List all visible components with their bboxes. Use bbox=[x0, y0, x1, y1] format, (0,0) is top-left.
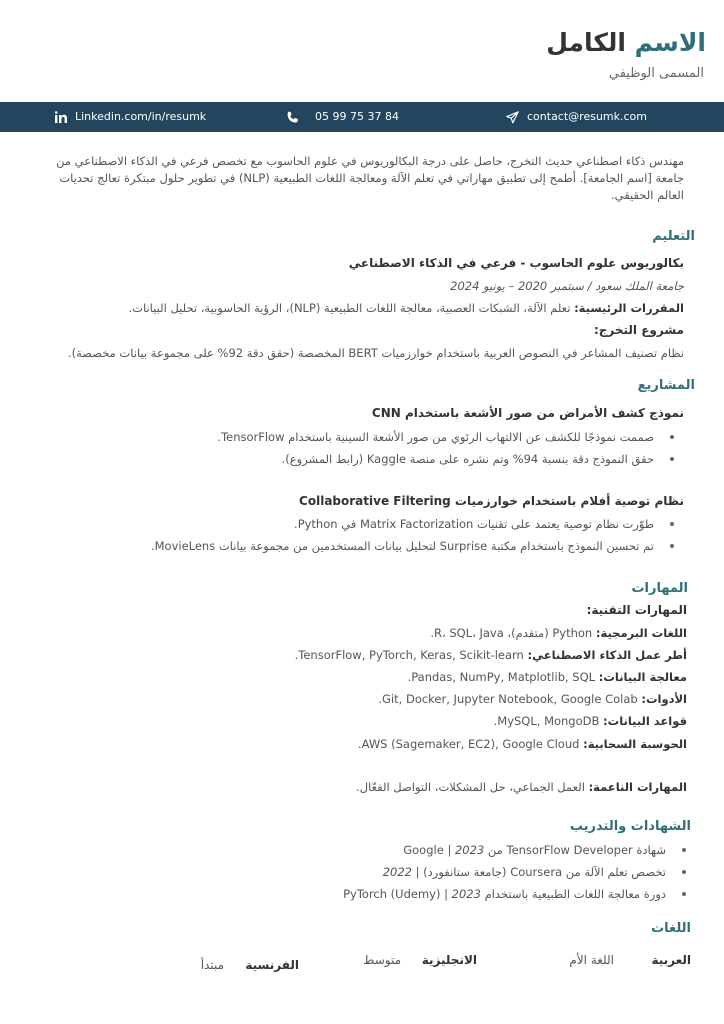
degree-title: بكالوريوس علوم الحاسوب - فرعي في الذكاء الاصطناعي bbox=[348, 256, 684, 270]
cert-tail: | Google bbox=[403, 843, 455, 857]
language-level: متوسط bbox=[363, 953, 401, 967]
skill-label: قواعد البيانات: bbox=[603, 714, 687, 728]
email-contact[interactable] bbox=[506, 102, 647, 132]
list-item: حقق النموذج دقة بنسبة 94% وتم نشره على منصة Kaggle (رابط المشروع). bbox=[217, 448, 654, 470]
skill-row bbox=[430, 626, 687, 640]
skill-value: Git, Docker, Jupyter Notebook, Google Colab. bbox=[378, 692, 642, 706]
school-dates: جامعة الملك سعود / سبتمبر 2020 – يونيو 2024 bbox=[450, 279, 684, 293]
skill-row bbox=[494, 714, 687, 728]
contact-bar bbox=[0, 102, 724, 132]
skill-value: TensorFlow, PyTorch, Keras, Scikit-learn. bbox=[294, 648, 528, 662]
linkedin-text: Linkedin.com/in/resumk bbox=[75, 110, 207, 123]
name-rest: الكامل bbox=[546, 28, 635, 57]
profile-summary: مهندس ذكاء اصطناعي حديث التخرج، حاصل على درجة البكالوريوس في علوم الحاسوب مع تخصص فرعي في الذكاء الاصطناعي من جامعة [اسم الجامعة]. أطمح إلى تطبيق مهاراتي في تعلم الآلة ومعالجة اللغات الطبيعية (NLP) في تطوير حلول مبتكرة تعالج تحديات العالم الحقيقي. bbox=[56, 154, 684, 202]
education-heading: التعليم bbox=[652, 229, 695, 244]
cert-text: تخصص تعلم الآلة من Coursera (جامعة ستانفورد) | bbox=[412, 865, 666, 879]
send-icon bbox=[506, 111, 519, 124]
cert-year: 2022 bbox=[382, 865, 412, 879]
languages-heading: اللغات bbox=[651, 921, 691, 936]
skills-heading: المهارات bbox=[631, 581, 688, 596]
skill-value: AWS (Sagemaker, EC2), Google Cloud. bbox=[357, 737, 584, 751]
projects-heading: المشاريع bbox=[637, 378, 695, 393]
skill-label: اللغات البرمجية: bbox=[595, 626, 687, 640]
cert-tail: | PyTorch (Udemy) bbox=[343, 887, 452, 901]
list-item: صممت نموذجًا للكشف عن الالتهاب الرئوي من صور الأشعة السينية باستخدام TensorFlow. bbox=[217, 426, 654, 448]
soft-skills-label: المهارات الناعمة: bbox=[588, 780, 687, 794]
courses-line bbox=[128, 301, 684, 315]
language-level: مبتدأ bbox=[200, 958, 224, 972]
skill-value: MySQL, MongoDB. bbox=[493, 714, 604, 728]
courses-text: تعلم الآلة، الشبكات العصبية، معالجة اللغات الطبيعية (NLP)، الرؤية الحاسوبية، تحليل البيانات. bbox=[128, 301, 575, 315]
skill-row bbox=[408, 670, 687, 684]
list-item bbox=[343, 839, 666, 861]
skill-row bbox=[378, 692, 687, 706]
list-item: تم تحسين النموذج باستخدام مكتبة Surprise لتحليل بيانات المستخدمين من مجموعة بيانات MovieLens. bbox=[151, 535, 654, 557]
phone-icon bbox=[286, 111, 299, 124]
cert-text: شهادة TensorFlow Developer من bbox=[484, 843, 666, 857]
language-name: الانجليزية bbox=[421, 953, 477, 967]
list-item: طوّرت نظام توصية يعتمد على تقنيات Matrix Factorization في Python. bbox=[151, 513, 654, 535]
certifications-heading: الشهادات والتدريب bbox=[569, 819, 691, 834]
technical-skills-label: المهارات التقنية: bbox=[586, 603, 687, 617]
skill-label: أطر عمل الذكاء الاصطناعي: bbox=[527, 648, 687, 662]
language-name: الفرنسية bbox=[245, 958, 299, 972]
job-title: المسمى الوظيفي bbox=[608, 66, 704, 81]
skill-row bbox=[358, 737, 687, 751]
project-bullets bbox=[217, 426, 684, 470]
email-text: contact@resumk.com bbox=[527, 110, 647, 123]
graduation-project: نظام تصنيف المشاعر في النصوص العربية باستخدام خوارزميات BERT المخصصة (حقق دقة 92% على مجموعة بيانات مخصصة). bbox=[67, 346, 684, 360]
courses-label: المقررات الرئيسية: bbox=[574, 301, 684, 315]
skill-label: الحوسبة السحابية: bbox=[583, 737, 687, 751]
cert-year: 2023 bbox=[451, 887, 481, 901]
cert-text: دورة معالجة اللغات الطبيعية باستخدام bbox=[484, 887, 666, 901]
skill-value: Python (متقدم)، R، SQL، Java. bbox=[430, 626, 596, 640]
list-item bbox=[343, 861, 666, 883]
project-label: مشروع التخرج: bbox=[593, 323, 684, 337]
linkedin-contact[interactable] bbox=[55, 102, 206, 132]
linkedin-icon bbox=[55, 111, 67, 123]
project-title: نظام توصية أفلام باستخدام خوارزميات Collaborative Filtering bbox=[299, 494, 684, 508]
full-name bbox=[546, 28, 706, 57]
name-accent: الاسم bbox=[634, 28, 706, 57]
project-bullets bbox=[151, 513, 684, 557]
language-level: اللغة الأم bbox=[569, 953, 614, 967]
phone-text: 05 99 75 37 84 bbox=[315, 110, 399, 123]
cert-year: 2023 bbox=[454, 843, 485, 857]
project-title: نموذج كشف الأمراض من صور الأشعة باستخدام CNN bbox=[371, 406, 684, 420]
list-item bbox=[343, 883, 666, 905]
skill-value: Pandas, NumPy, Matplotlib, SQL. bbox=[407, 670, 599, 684]
soft-skills bbox=[356, 780, 687, 794]
certifications-list bbox=[343, 839, 696, 905]
language-name: العربية bbox=[651, 953, 691, 967]
skill-row bbox=[295, 648, 687, 662]
phone-contact[interactable] bbox=[286, 102, 399, 132]
soft-skills-value: العمل الجماعي، حل المشكلات، التواصل الفعّال. bbox=[356, 780, 589, 794]
skill-label: معالجة البيانات: bbox=[598, 670, 687, 684]
skill-label: الأدوات: bbox=[641, 692, 687, 706]
